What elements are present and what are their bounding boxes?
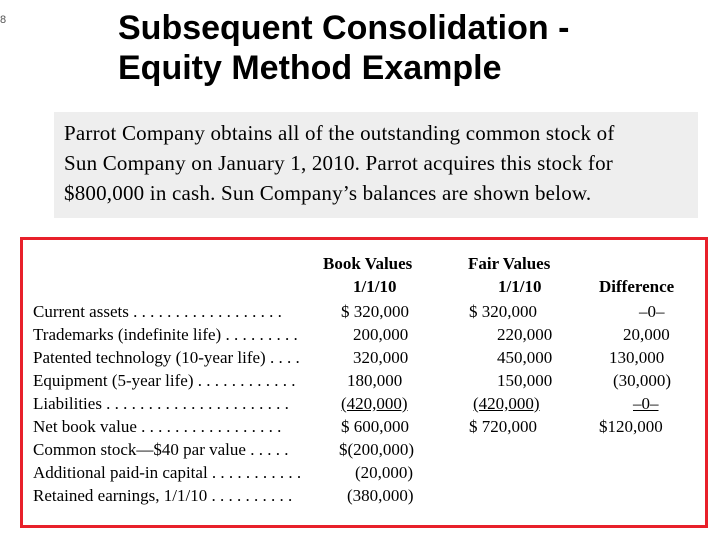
header-book-values: Book Values (323, 254, 413, 273)
row-fair-value: $ 720,000 (469, 417, 537, 436)
row-book-value: 200,000 (353, 325, 409, 344)
row-label: Additional paid-in capital . . . . . . . . . . . (33, 463, 302, 482)
row-label: Liabilities . . . . . . . . . . . . . . . . . . . . . . (33, 394, 289, 413)
row-book-value: 320,000 (353, 348, 409, 367)
row-difference: –0– (633, 394, 659, 413)
row-book-value: (20,000) (355, 463, 414, 482)
row-label: Equipment (5-year life) . . . . . . . . . . . . (33, 371, 296, 390)
intro-line-1: Parrot Company obtains all of the outstanding common stock of (64, 121, 615, 145)
balances-table (20, 237, 708, 528)
slide-number: 8 (0, 14, 7, 26)
row-fair-value: 150,000 (497, 371, 553, 390)
row-fair-value: 220,000 (497, 325, 553, 344)
row-difference: –0– (639, 302, 665, 321)
intro-text (64, 118, 704, 208)
row-label: Net book value . . . . . . . . . . . . . . . . . (33, 417, 282, 436)
row-difference: 130,000 (609, 348, 665, 367)
title-line-2: Equity Method Example (118, 49, 502, 87)
row-label: Patented technology (10-year life) . . . . (33, 348, 300, 367)
row-book-value: 180,000 (347, 371, 403, 390)
intro-line-2: Sun Company on January 1, 2010. Parrot acquires this stock for (64, 151, 613, 175)
title-line-1: Subsequent Consolidation - (118, 9, 570, 47)
header-fair-values: Fair Values (468, 254, 551, 273)
header-difference: Difference (599, 277, 675, 296)
row-label: Retained earnings, 1/1/10 . . . . . . . . . . (33, 486, 293, 505)
row-book-value: $(200,000) (339, 440, 415, 459)
header-fair-date: 1/1/10 (498, 277, 542, 296)
row-difference: $120,000 (599, 417, 663, 436)
row-fair-value: 450,000 (497, 348, 553, 367)
header-book-date: 1/1/10 (353, 277, 397, 296)
slide-title (118, 8, 718, 88)
intro-line-3: $800,000 in cash. Sun Company’s balances are shown below. (64, 181, 592, 205)
row-fair-value: $ 320,000 (469, 302, 537, 321)
row-label: Current assets . . . . . . . . . . . . . . . . . . (33, 302, 282, 321)
row-label: Trademarks (indefinite life) . . . . . . . . . (33, 325, 298, 344)
row-label: Common stock—$40 par value . . . . . (33, 440, 289, 459)
row-fair-value: (420,000) (473, 394, 540, 413)
row-book-value: (380,000) (347, 486, 414, 505)
row-difference: 20,000 (623, 325, 670, 344)
row-book-value: (420,000) (341, 394, 408, 413)
row-book-value: $ 320,000 (341, 302, 409, 321)
row-book-value: $ 600,000 (341, 417, 409, 436)
row-difference: (30,000) (613, 371, 672, 390)
